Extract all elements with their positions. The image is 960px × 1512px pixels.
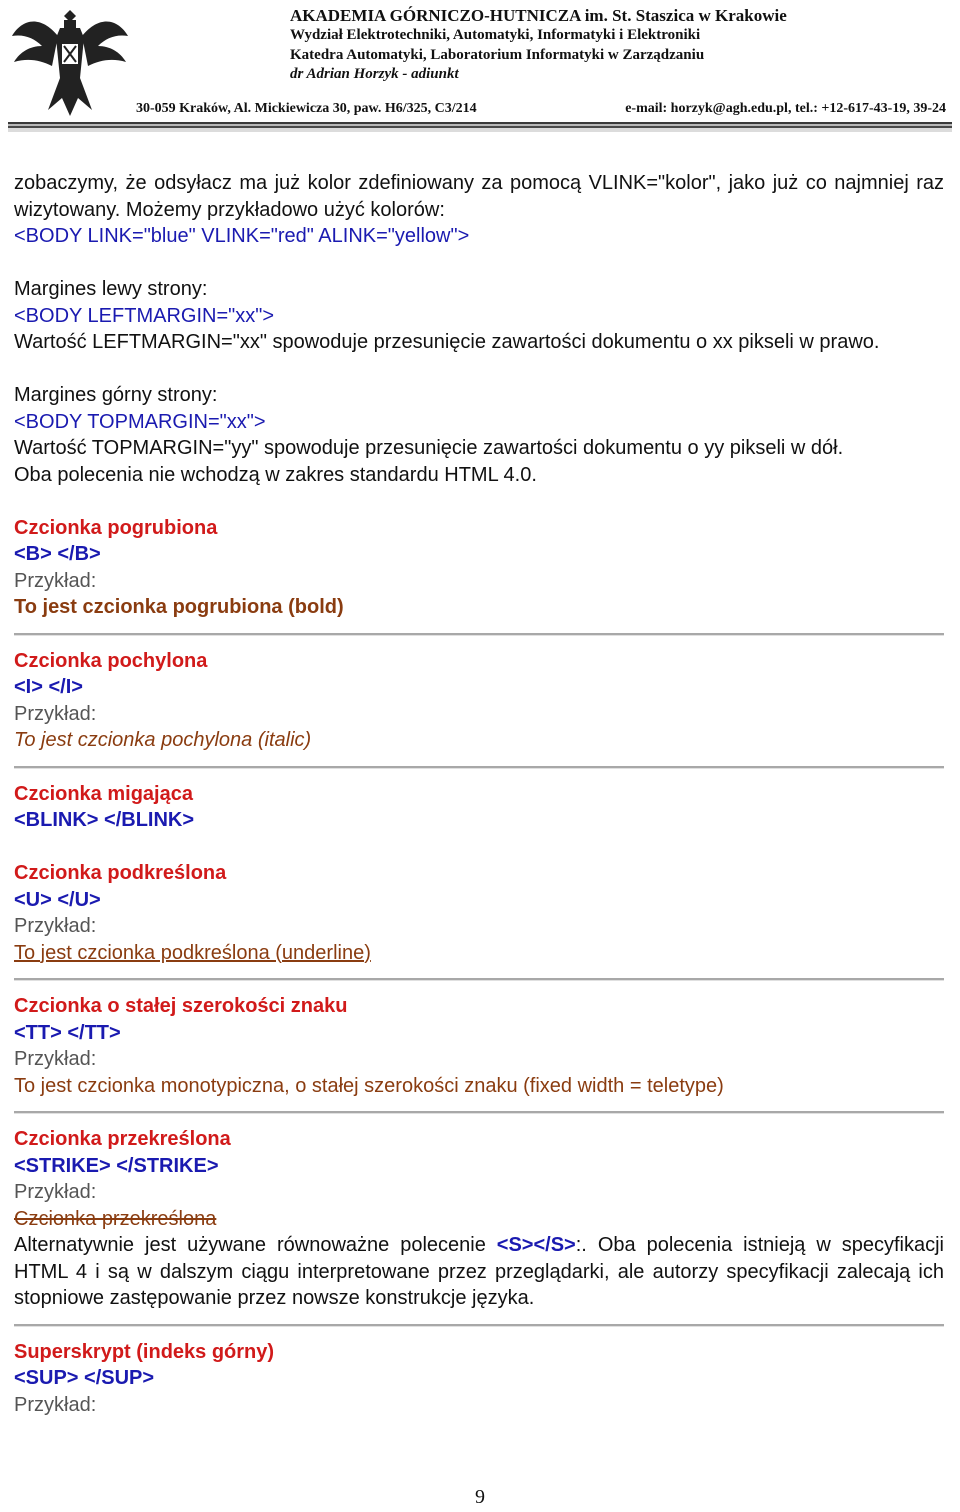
strike-example-label: Przykład: [14, 1181, 97, 1203]
tt-tag: <TT> </TT> [14, 1021, 121, 1044]
section-divider [14, 633, 944, 636]
tt-sample: To jest czcionka monotypiczna, o stałej szerokości znaku (fixed width = teletype) [14, 1074, 724, 1097]
left-margin-title: Margines lewy strony: [14, 278, 208, 300]
sup-example-label: Przykład: [14, 1393, 97, 1416]
header-rule [8, 122, 952, 132]
strike-tag: <STRIKE> </STRIKE> [14, 1154, 219, 1177]
university-name: AKADEMIA GÓRNICZO-HUTNICZA im. St. Staszica w Krakowie [290, 6, 787, 25]
blink-tag: <BLINK> </BLINK> [14, 809, 195, 831]
eagle-crest-logo-icon [8, 2, 133, 122]
contact-info: e-mail: horzyk@agh.edu.pl, tel.: +12-617-43-19, 39-24 [625, 101, 946, 116]
italic-tag: <I> </I> [14, 676, 83, 698]
top-margin-title: Margines górny strony: [14, 384, 218, 406]
top-margin-desc: Wartość TOPMARGIN="yy" spowoduje przesunięcie zawartości dokumentu o yy pikseli w dół. [14, 437, 844, 459]
tt-example-label: Przykład: [14, 1048, 97, 1070]
top-margin-code: <BODY TOPMARGIN="xx"> [14, 410, 266, 433]
strike-alt-before: Alternatywnie jest używane równoważne polecenie [14, 1234, 497, 1256]
strike-title: Czcionka przekreślona [14, 1128, 231, 1150]
bold-example-label: Przykład: [14, 569, 97, 592]
italic-title: Czcionka pochylona [14, 649, 208, 672]
blink-title: Czcionka migająca [14, 782, 193, 805]
section-divider [14, 1324, 944, 1327]
underline-example-label: Przykład: [14, 915, 97, 937]
italic-example-label: Przykład: [14, 702, 97, 725]
faculty-name: Wydział Elektrotechniki, Automatyki, Informatyki i Elektroniki [290, 27, 701, 43]
department-name: Katedra Automatyki, Laboratorium Informatyki w Zarządzaniu [290, 47, 705, 63]
strike-alt-paragraph [14, 1232, 944, 1312]
strike-alt-tag: <S></S> [496, 1234, 576, 1256]
author-name: dr Adrian Horzyk - adiunkt [290, 66, 459, 82]
left-margin-desc: Wartość LEFTMARGIN="xx" spowoduje przesunięcie zawartości dokumentu o xx pikseli w prawo. [14, 331, 880, 353]
tt-title: Czcionka o stałej szerokości znaku [14, 995, 348, 1017]
top-margin-note: Oba polecenia nie wchodzą w zakres standardu HTML 4.0. [14, 463, 537, 486]
section-divider [14, 978, 944, 981]
bold-tag: <B> </B> [14, 543, 101, 565]
page-number: 9 [475, 1486, 485, 1508]
italic-sample: To jest czcionka pochylona (italic) [14, 729, 312, 751]
underline-tag: <U> </U> [14, 888, 101, 911]
document-content [14, 170, 944, 1418]
postal-address: 30-059 Kraków, Al. Mickiewicza 30, paw. H6/325, C3/214 [136, 101, 477, 116]
bold-title: Czcionka pogrubiona [14, 516, 218, 539]
sup-title: Superskrypt (indeks górny) [14, 1340, 275, 1363]
underline-title: Czcionka podkreślona [14, 862, 227, 884]
section-divider [14, 1111, 944, 1114]
strike-alt-after: :. Oba polecenia istnieją w specyfikacji HTML 4 i są w dalszym ciągu interpretowane przez przeglądarki, ale autorzy specyfikacji zalecają ich stopniowe zastępowanie przez nowsze konstrukcje języka. [14, 1234, 944, 1309]
bold-sample: To jest czcionka pogrubiona (bold) [14, 596, 344, 618]
underline-sample: To jest czcionka podkreślona (underline) [14, 941, 371, 964]
intro-code: <BODY LINK="blue" VLINK="red" ALINK="yellow"> [14, 225, 470, 247]
intro-paragraph: zobaczymy, że odsyłacz ma już kolor zdefiniowany za pomocą VLINK="kolor", jako już co najmniej raz wizytowany. Możemy przykładowo użyć kolorów: [14, 172, 944, 221]
strike-sample: Czcionka przekreślona [14, 1207, 217, 1230]
page-header [0, 0, 960, 140]
left-margin-code: <BODY LEFTMARGIN="xx"> [14, 304, 275, 327]
section-divider [14, 766, 944, 769]
sup-tag: <SUP> </SUP> [14, 1367, 155, 1389]
